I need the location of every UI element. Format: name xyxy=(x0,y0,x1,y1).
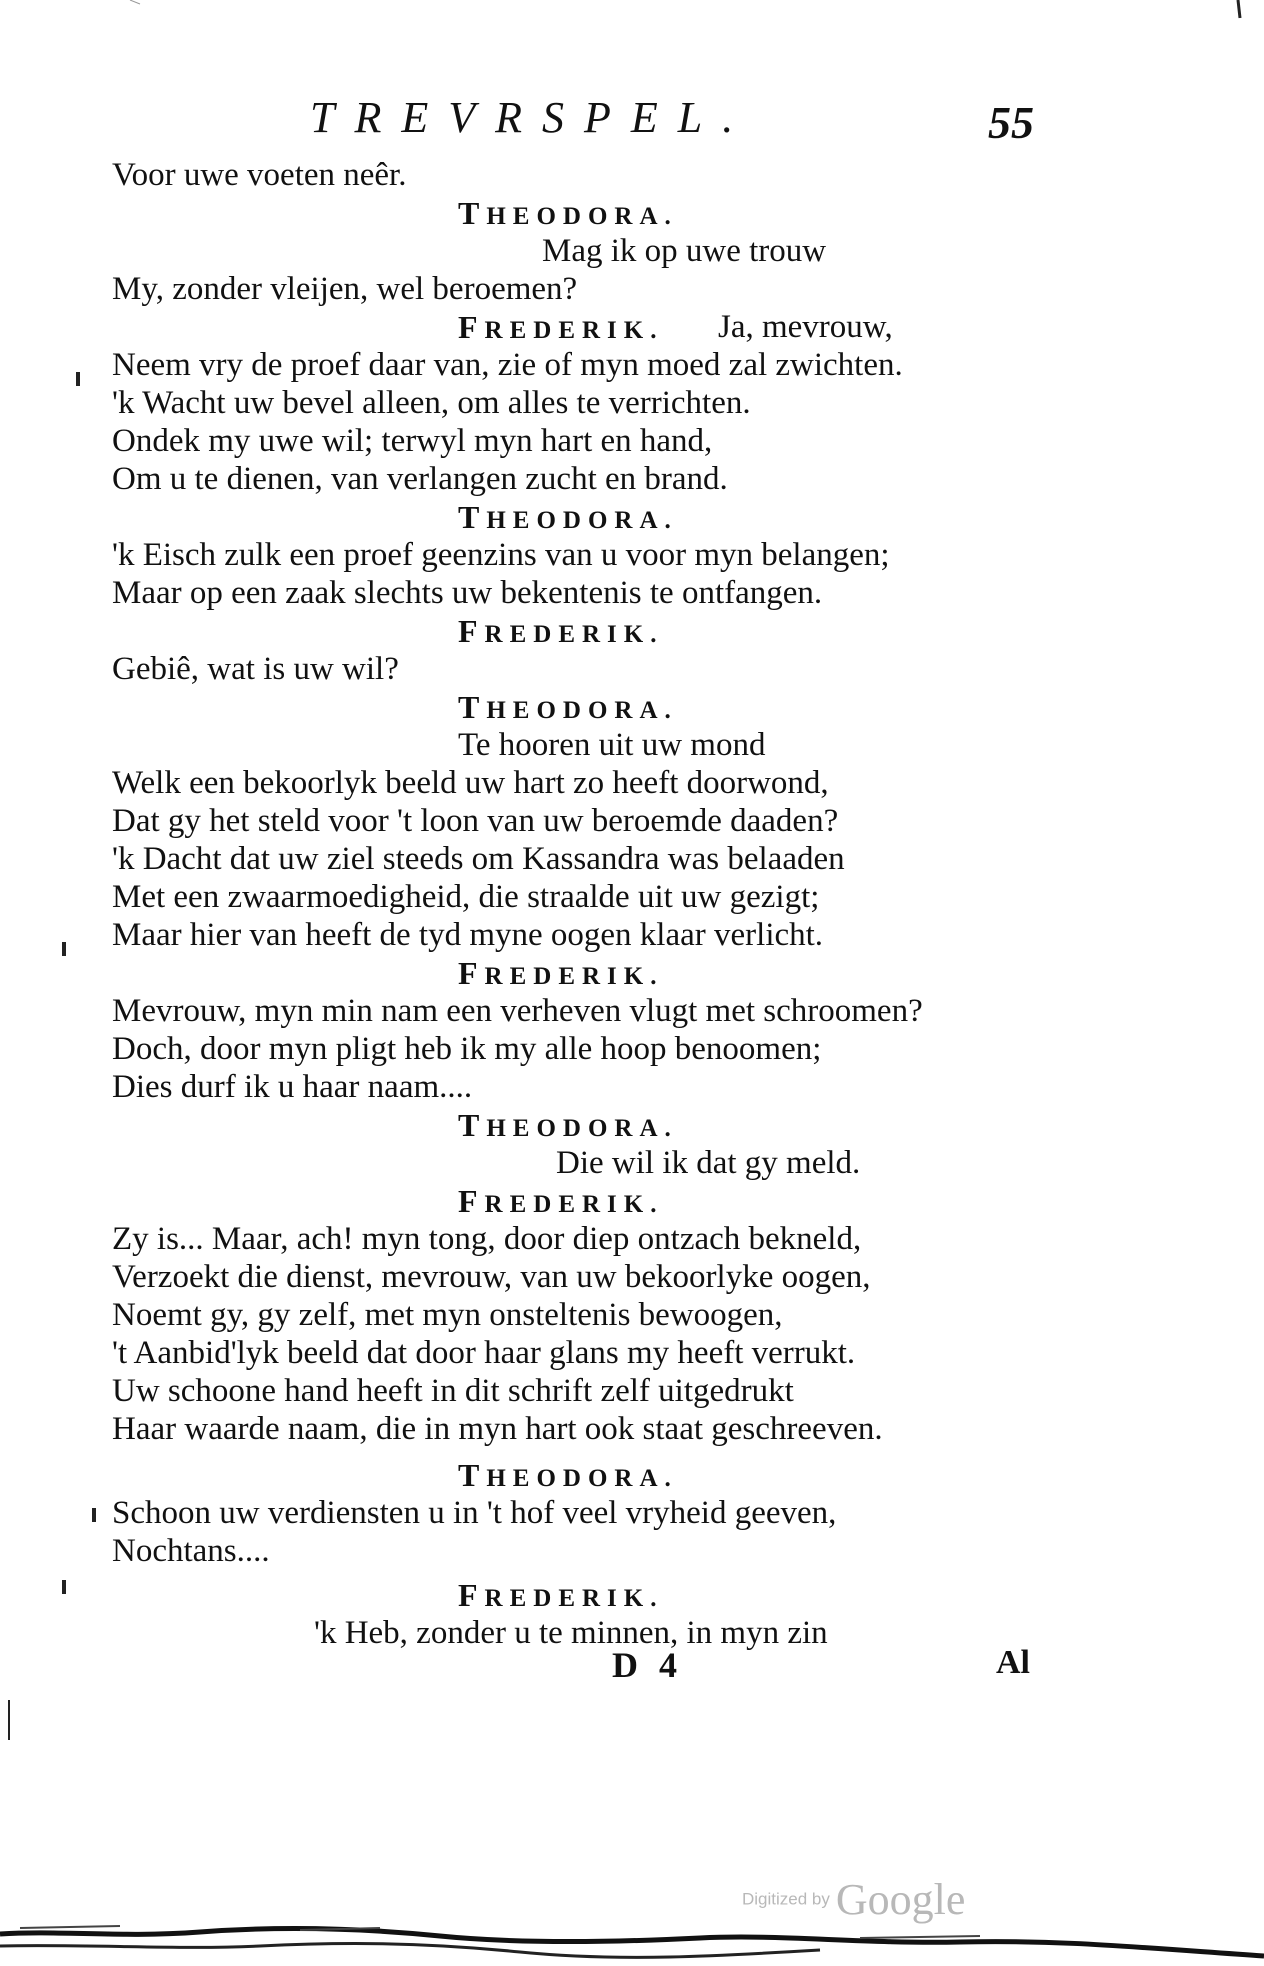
verse-line: 't Aanbid'lyk beeld dat door haar glans my heeft verrukt. xyxy=(112,1335,856,1371)
speaker-name xyxy=(458,1106,678,1148)
speaker-name xyxy=(458,194,678,236)
speaker-name xyxy=(458,688,678,730)
verse-line: Gebiê, wat is uw wil? xyxy=(112,651,399,687)
catchword: Al xyxy=(996,1644,1030,1681)
speaker-name xyxy=(458,954,663,996)
speaker-rest: REDERIK. xyxy=(484,317,664,344)
margin-mark xyxy=(62,942,66,956)
speaker-name xyxy=(458,1576,663,1618)
speaker-rest: HEODORA. xyxy=(486,1465,678,1492)
margin-mark xyxy=(8,1700,10,1740)
verse-line: Zy is... Maar, ach! myn tong, door diep ontzach bekneld, xyxy=(112,1221,862,1257)
speaker-rest: HEODORA. xyxy=(486,507,678,534)
margin-mark xyxy=(76,372,80,386)
watermark-prefix: Digitized by xyxy=(742,1889,830,1909)
speaker-initial: F xyxy=(458,613,485,649)
verse-line: Met een zwaarmoedigheid, die straalde uit uw gezigt; xyxy=(112,879,820,915)
verse-line: 'k Wacht uw bevel alleen, om alles te verrichten. xyxy=(112,385,751,421)
verse-line: Voor uwe voeten neêr. xyxy=(112,157,407,193)
running-head: TREVRSPEL. xyxy=(310,93,754,142)
verse-line: 'k Heb, zonder u te minnen, in myn zin xyxy=(314,1615,828,1651)
verse-line: Om u te dienen, van verlangen zucht en brand. xyxy=(112,461,728,497)
google-logo: Google xyxy=(835,1875,966,1924)
speaker-initial: T xyxy=(458,1457,487,1493)
verse-line: 'k Dacht dat uw ziel steeds om Kassandra was belaaden xyxy=(112,841,845,877)
verse-line: Die wil ik dat gy meld. xyxy=(556,1145,861,1181)
speaker-initial: F xyxy=(458,955,485,991)
verse-line: Welk een bekoorlyk beeld uw hart zo heeft doorwond, xyxy=(112,765,829,801)
speaker-rest: REDERIK. xyxy=(484,1585,664,1612)
speaker-initial: T xyxy=(458,499,487,535)
speaker-initial: F xyxy=(458,1183,485,1219)
verse-line: Noemt gy, gy zelf, met myn onsteltenis bewoogen, xyxy=(112,1297,783,1333)
verse-line: Mag ik op uwe trouw xyxy=(542,233,827,269)
verse-line: Dies durf ik u haar naam.... xyxy=(112,1069,473,1105)
speaker-name xyxy=(458,498,678,540)
speaker-rest: HEODORA. xyxy=(486,1115,678,1142)
speaker-rest: REDERIK. xyxy=(484,1191,664,1218)
speaker-initial: F xyxy=(458,1577,485,1613)
speaker-initial: T xyxy=(458,1107,487,1143)
verse-line: Dat gy het steld voor 't loon van uw beroemde daaden? xyxy=(112,803,839,839)
verse-line: Haar waarde naam, die in myn hart ook staat geschreeven. xyxy=(112,1411,883,1447)
speaker-initial: T xyxy=(458,689,487,725)
speaker-name xyxy=(458,308,663,350)
verse-line: Verzoekt die dienst, mevrouw, van uw bekoorlyke oogen, xyxy=(112,1259,871,1295)
speaker-rest: REDERIK. xyxy=(484,963,664,990)
verse-line: Maar op een zaak slechts uw bekentenis te ontfangen. xyxy=(112,575,823,611)
verse-line: Mevrouw, myn min nam een verheven vlugt met schroomen? xyxy=(112,993,923,1029)
verse-line: Doch, door myn pligt heb ik my alle hoop benoomen; xyxy=(112,1031,822,1067)
verse-line: Te hooren uit uw mond xyxy=(458,727,766,763)
margin-mark xyxy=(62,1580,66,1594)
verse-line: Neem vry de proef daar van, zie of myn moed zal zwichten. xyxy=(112,347,903,383)
speaker-rest: HEODORA. xyxy=(486,203,678,230)
speaker-rest: REDERIK. xyxy=(484,621,664,648)
page-top-edge xyxy=(0,0,1264,20)
speaker-name xyxy=(458,1456,678,1498)
verse-line: My, zonder vleijen, wel beroemen? xyxy=(112,271,578,307)
verse-line: Uw schoone hand heeft in dit schrift zelf uitgedrukt xyxy=(112,1373,794,1409)
verse-line: Maar hier van heeft de tyd myne oogen klaar verlicht. xyxy=(112,917,824,953)
margin-mark xyxy=(92,1508,96,1522)
page-bottom-edge xyxy=(0,1916,1264,1966)
page-number: 55 xyxy=(988,97,1034,148)
speaker-name xyxy=(458,1182,663,1224)
verse-line: Schoon uw verdiensten u in 't hof veel vryheid geeven, xyxy=(112,1495,837,1531)
speaker-name xyxy=(458,612,663,654)
verse-line: 'k Eisch zulk een proef geenzins van u voor myn belangen; xyxy=(112,537,890,573)
speaker-rest: HEODORA. xyxy=(486,697,678,724)
verse-line: Nochtans.... xyxy=(112,1533,270,1569)
speaker-initial: F xyxy=(458,309,485,345)
speaker-initial: T xyxy=(458,195,487,231)
verse-line: Ja, mevrouw, xyxy=(718,309,893,345)
signature-mark: D 4 xyxy=(612,1645,683,1685)
verse-line: Ondek my uwe wil; terwyl myn hart en hand, xyxy=(112,423,713,459)
